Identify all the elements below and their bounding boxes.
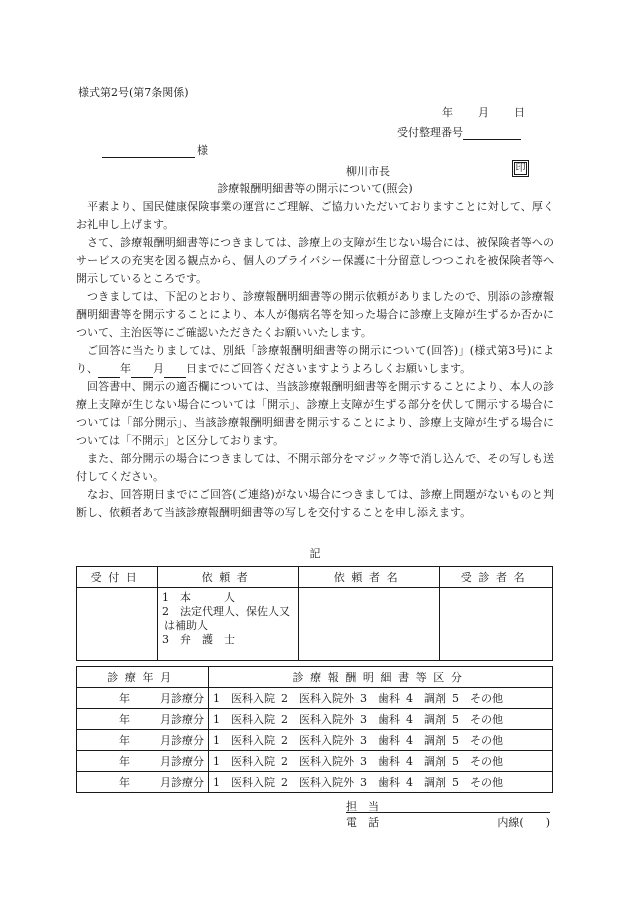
class-dental: 3 歯科 xyxy=(360,692,400,705)
form-number: 様式第2号(第7条関係) xyxy=(78,86,189,99)
class-inpatient: 1 医科入院 xyxy=(213,776,275,789)
table-row xyxy=(77,709,553,730)
receipt-label: 受付整理番号 xyxy=(397,126,463,139)
month-year: 年 xyxy=(119,692,130,705)
phone-field xyxy=(346,814,550,830)
claim-table-header xyxy=(77,667,553,688)
paragraph-3: つきましては、下記のとおり、診療報酬明細書等の開示依頼がありましたので、別添の診療報酬明細書等を開示することにより、本人が傷病名等を知った場合に診療上支障が生ずるか否かについて、主治医等にご確認いただきたくお願いいたします。 xyxy=(76,290,554,339)
class-inpatient: 1 医科入院 xyxy=(213,692,275,705)
phone-label: 電話 xyxy=(346,816,390,829)
request-table-row xyxy=(77,588,553,661)
class-dental: 3 歯科 xyxy=(360,734,400,747)
receipt-blank xyxy=(463,127,521,140)
deadline-month: 月 xyxy=(153,362,164,375)
month-year: 年 xyxy=(119,713,130,726)
document-title: 診療報酬明細書等の開示について(照会) xyxy=(217,182,413,195)
paragraph-4-end: 日までにご回答くださいますようよろしくお願いします。 xyxy=(186,362,472,375)
paragraph-1: 平素より、国民健康保険事業の運営にご理解、ご協力いただいておりますことに対して、厚くお礼申し上げます。 xyxy=(76,200,554,231)
class-other: 5 その他 xyxy=(452,734,503,747)
month-year: 年 xyxy=(119,776,130,789)
class-options xyxy=(209,751,553,772)
staff-field xyxy=(346,798,550,813)
class-options xyxy=(209,730,553,751)
header-patient-name: 受診者名 xyxy=(440,567,553,588)
class-pharmacy: 4 調剤 xyxy=(406,755,446,768)
addressee xyxy=(102,142,208,158)
extension-label: 内線( ) xyxy=(497,816,550,829)
paragraph-4-start: ご回答に当たりましては、別紙「診療報酬明細書等の開示について(回答)」(様式第3号)により、 xyxy=(76,344,554,375)
month-year: 年 xyxy=(119,734,130,747)
deadline-day-blank xyxy=(164,365,186,378)
patient-name-cell[interactable] xyxy=(440,588,553,661)
deadline-year: 年 xyxy=(120,362,131,375)
deadline-month-blank xyxy=(131,365,153,378)
month-suffix: 月診療分 xyxy=(160,692,204,705)
date-day: 日 xyxy=(514,106,525,119)
header-requester-name: 依頼者名 xyxy=(299,567,440,588)
paragraph-5: 回答書中、開示の適否欄については、当該診療報酬明細書等を開示することにより、本人の診療上支障が生じない場合については「開示」、診療上支障が生ずる部分を伏して開示する場合については「部分開示」、当該診療報酬明細書を開示することにより、診療上支障が生ずる場合については「不開示」と区分しております。 xyxy=(76,380,554,447)
date-year: 年 xyxy=(442,106,453,119)
receipt-number xyxy=(397,124,521,140)
class-other: 5 その他 xyxy=(452,692,503,705)
paragraph-7: なお、回答期日までにご回答(ご連絡)がない場合につきましては、診療上問題がないものと判断し、依頼者あて当該診療報酬明細書等の写しを交付することを申し添えます。 xyxy=(76,488,554,519)
date-month: 月 xyxy=(478,106,489,119)
staff-label: 担当 xyxy=(346,800,390,813)
class-pharmacy: 4 調剤 xyxy=(406,776,446,789)
month-suffix: 月診療分 xyxy=(160,776,204,789)
month-year: 年 xyxy=(119,755,130,768)
class-outpatient: 2 医科入院外 xyxy=(281,755,354,768)
class-other: 5 その他 xyxy=(452,776,503,789)
header-treatment-month: 診療年月 xyxy=(77,667,209,688)
header-requester: 依頼者 xyxy=(158,567,299,588)
requester-option-self: 1 本 人 xyxy=(162,591,235,604)
class-options xyxy=(209,709,553,730)
paragraph-2: さて、診療報酬明細書等につきましては、診療上の支障が生じない場合には、被保険者等へのサービスの充実を図る観点から、個人のプライバシー保護に十分留意しつつこれを被保険者等へ開示しているところです。 xyxy=(76,236,554,285)
month-suffix: 月診療分 xyxy=(160,713,204,726)
requester-cell xyxy=(158,588,299,661)
class-dental: 3 歯科 xyxy=(360,713,400,726)
receipt-date-cell[interactable] xyxy=(77,588,158,661)
class-pharmacy: 4 調剤 xyxy=(406,713,446,726)
class-outpatient: 2 医科入院外 xyxy=(281,692,354,705)
class-pharmacy: 4 調剤 xyxy=(406,734,446,747)
table-row xyxy=(77,772,553,793)
paragraph-6: また、部分開示の場合につきましては、不開示部分をマジック等で消し込んで、その写しも送付してください。 xyxy=(76,452,554,483)
header-receipt-date: 受付日 xyxy=(77,567,158,588)
ki-heading: 記 xyxy=(309,547,321,560)
deadline-year-blank xyxy=(98,365,120,378)
class-outpatient: 2 医科入院外 xyxy=(281,734,354,747)
class-inpatient: 1 医科入院 xyxy=(213,755,275,768)
class-pharmacy: 4 調剤 xyxy=(406,692,446,705)
requester-option-legal-cont: は補助人 xyxy=(164,619,208,632)
class-dental: 3 歯科 xyxy=(360,755,400,768)
paragraph-4 xyxy=(76,342,554,378)
sender-name: 柳川市長 xyxy=(346,165,390,178)
class-inpatient: 1 医科入院 xyxy=(213,734,275,747)
table-row xyxy=(77,751,553,772)
class-other: 5 その他 xyxy=(452,755,503,768)
addressee-suffix: 様 xyxy=(197,144,208,157)
requester-name-cell[interactable] xyxy=(299,588,440,661)
date-field xyxy=(442,104,525,120)
addressee-blank xyxy=(102,144,195,158)
class-dental: 3 歯科 xyxy=(360,776,400,789)
class-options xyxy=(209,772,553,793)
header-claim-class: 診療報酬明細書等区分 xyxy=(209,667,553,688)
request-table-header xyxy=(77,567,553,588)
seal-stamp: 印 xyxy=(512,160,529,177)
requester-option-lawyer: 3 弁 護 士 xyxy=(162,633,235,646)
month-suffix: 月診療分 xyxy=(160,755,204,768)
request-table xyxy=(76,566,553,661)
document-body xyxy=(76,198,554,522)
class-other: 5 その他 xyxy=(452,713,503,726)
requester-option-legal: 2 法定代理人、保佐人又 xyxy=(162,605,290,618)
class-inpatient: 1 医科入院 xyxy=(213,713,275,726)
class-outpatient: 2 医科入院外 xyxy=(281,776,354,789)
table-row xyxy=(77,688,553,709)
table-row xyxy=(77,730,553,751)
month-suffix: 月診療分 xyxy=(160,734,204,747)
class-options xyxy=(209,688,553,709)
class-outpatient: 2 医科入院外 xyxy=(281,713,354,726)
claim-table xyxy=(76,666,553,793)
